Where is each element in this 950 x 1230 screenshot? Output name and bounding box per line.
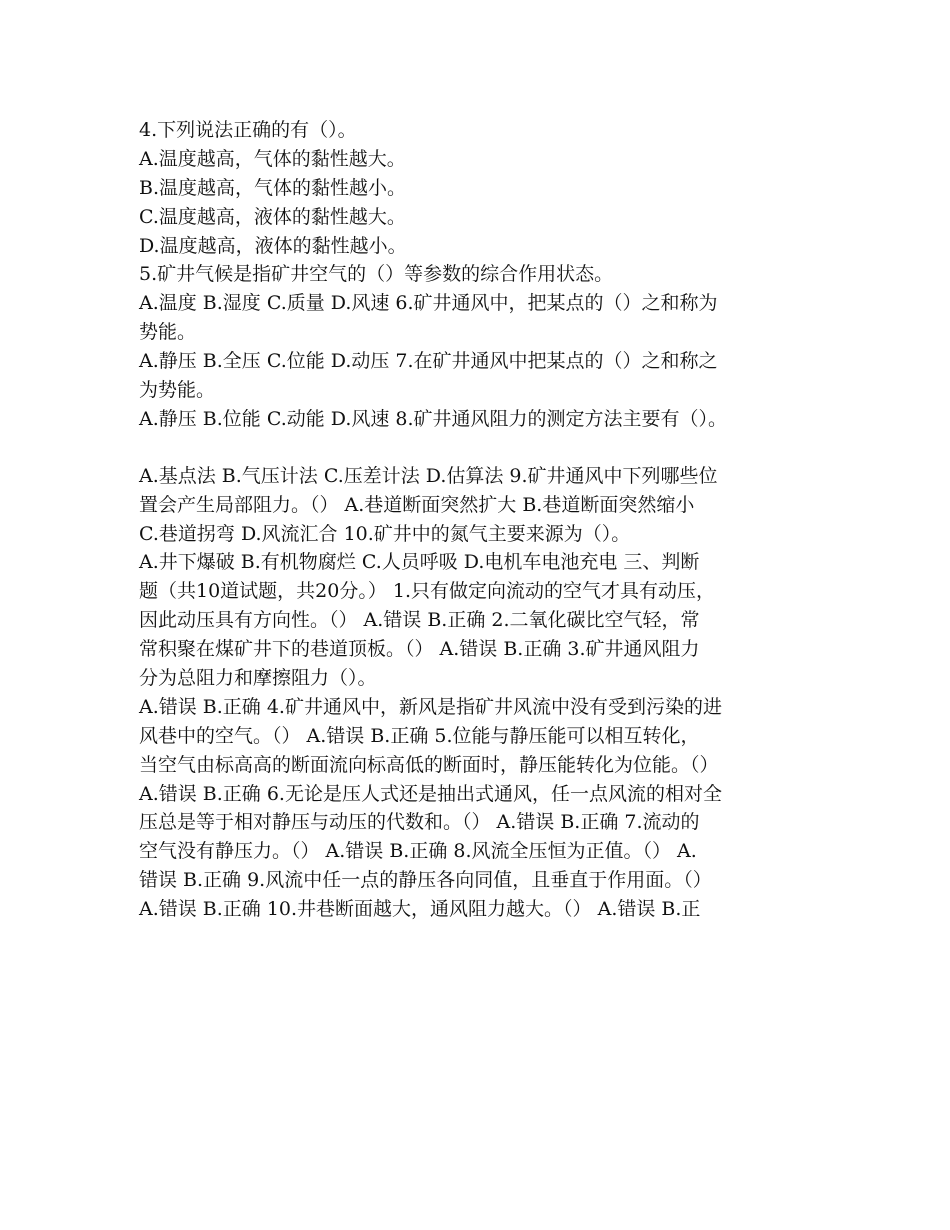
text-line: A.基点法 B.气压计法 C.压差计法 D.估算法 9.矿井通风中下列哪些位 bbox=[139, 464, 718, 487]
text-line: A.静压 B.全压 C.位能 D.动压 7.在矿井通风中把某点的（）之和称之 bbox=[139, 350, 718, 373]
text-line: 为势能。 bbox=[139, 379, 216, 402]
text-line: A.错误 B.正确 10.井巷断面越大，通风阻力越大。（） A.错误 B.正 bbox=[139, 898, 701, 921]
text-line: 常积聚在煤矿井下的巷道顶板。（） A.错误 B.正确 3.矿井通风阻力 bbox=[139, 638, 700, 661]
text-line: 分为总阻力和摩擦阻力（）。 bbox=[139, 667, 377, 690]
text-line: C.温度越高，液体的黏性越大。 bbox=[139, 205, 406, 228]
text-line: C.巷道拐弯 D.风流汇合 10.矿井中的氮气主要来源为（）。 bbox=[139, 522, 631, 545]
text-line: A.井下爆破 B.有机物腐烂 C.人员呼吸 D.电机车电池充电 三、判断 bbox=[139, 551, 700, 574]
text-line: 风巷中的空气。（） A.错误 B.正确 5.位能与静压能可以相互转化， bbox=[139, 724, 700, 747]
text-line: 当空气由标高高的断面流向标高低的断面时，静压能转化为位能。（） bbox=[139, 753, 719, 776]
text-line: 因此动压具有方向性。（） A.错误 B.正确 2.二氧化碳比空气轻，常 bbox=[139, 609, 700, 632]
text-line: A.错误 B.正确 6.无论是压人式还是抽出式通风，任一点风流的相对全 bbox=[139, 782, 722, 805]
text-line: 错误 B.正确 9.风流中任一点的静压各向同值，且垂直于作用面。（） bbox=[139, 869, 712, 892]
text-line: 置会产生局部阻力。（） A.巷道断面突然扩大 B.巷道断面突然缩小 bbox=[139, 493, 695, 516]
text-line: A.温度越高，气体的黏性越大。 bbox=[139, 147, 406, 170]
text-line: 势能。 bbox=[139, 321, 197, 344]
paragraph-gap bbox=[139, 434, 829, 462]
text-line: A.温度 B.湿度 C.质量 D.风速 6.矿井通风中，把某点的（）之和称为 bbox=[139, 292, 718, 315]
text-line: A.静压 B.位能 C.动能 D.风速 8.矿井通风阻力的测定方法主要有（）。 bbox=[139, 407, 728, 430]
text-line: 题（共10道试题，共20分。） 1.只有做定向流动的空气才具有动压， bbox=[139, 580, 716, 603]
text-line: 空气没有静压力。（） A.错误 B.正确 8.风流全压恒为正值。（） A. bbox=[139, 840, 697, 863]
document-body bbox=[139, 116, 829, 924]
text-line: B.温度越高，气体的黏性越小。 bbox=[139, 176, 407, 199]
text-line: 4.下列说法正确的有（）。 bbox=[139, 119, 357, 141]
text-line: 压总是等于相对静压与动压的代数和。（） A.错误 B.正确 7.流动的 bbox=[139, 811, 700, 834]
text-line: D.温度越高，液体的黏性越小。 bbox=[139, 234, 407, 257]
text-line: A.错误 B.正确 4.矿井通风中，新风是指矿井风流中没有受到污染的进 bbox=[139, 695, 722, 718]
text-line: 5.矿井气候是指矿井空气的（）等参数的综合作用状态。 bbox=[139, 263, 614, 286]
